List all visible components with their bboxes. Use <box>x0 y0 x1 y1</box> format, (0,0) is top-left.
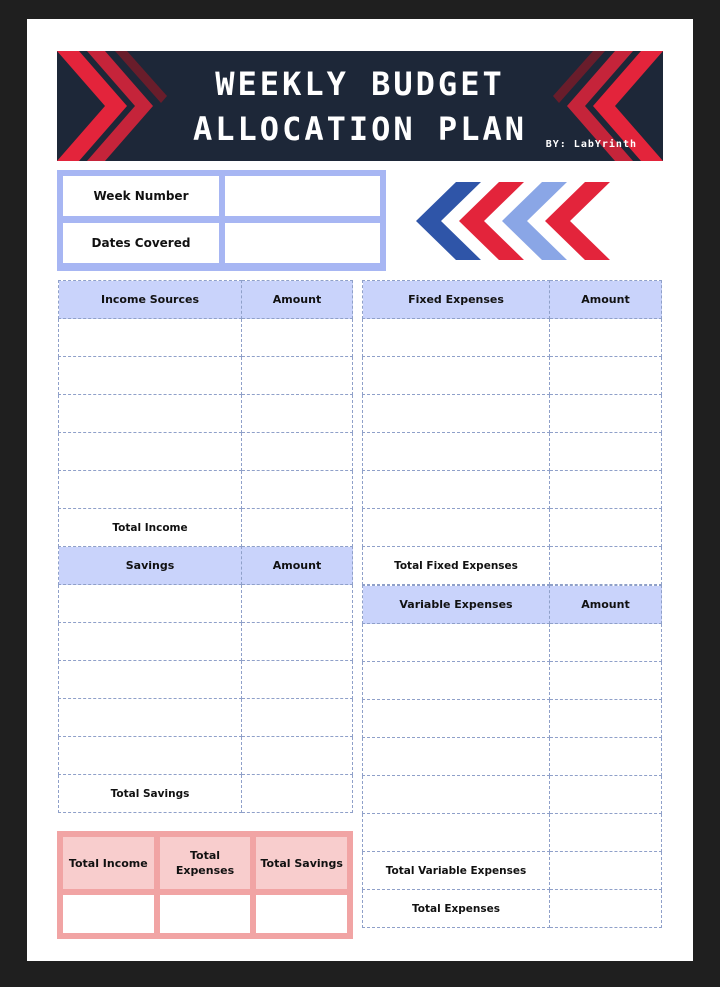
byline: BY: LabYrinth <box>545 139 637 150</box>
variable-amount-cell[interactable] <box>550 662 662 700</box>
savings-amount-cell[interactable] <box>242 585 353 623</box>
dates-covered-field[interactable] <box>225 223 380 263</box>
savings-amount-cell[interactable] <box>242 699 353 737</box>
summary-header-row <box>63 837 347 889</box>
variable-expenses-header-row <box>363 586 662 624</box>
savings-amount-cell[interactable] <box>242 737 353 775</box>
fixed-amount-cell[interactable] <box>550 357 662 395</box>
week-number-row <box>63 176 380 216</box>
table-row <box>59 395 353 433</box>
fixed-expense-cell[interactable] <box>363 357 550 395</box>
fixed-amount-cell[interactable] <box>550 471 662 509</box>
total-expenses-label: Total Expenses <box>363 890 550 928</box>
variable-expense-cell[interactable] <box>363 738 550 776</box>
total-fixed-expenses-label: Total Fixed Expenses <box>363 547 550 585</box>
variable-amount-cell[interactable] <box>550 700 662 738</box>
savings-amount-header: Amount <box>242 547 353 585</box>
table-row <box>59 699 353 737</box>
title-line-2: ALLOCATION PLAN <box>193 110 527 148</box>
savings-item-cell[interactable] <box>59 585 242 623</box>
summary-total-expenses-field[interactable] <box>160 895 251 933</box>
chevron-left-icon <box>416 182 611 260</box>
summary-total-savings-field[interactable] <box>256 895 347 933</box>
variable-expenses-header: Variable Expenses <box>363 586 550 624</box>
income-source-cell[interactable] <box>59 395 242 433</box>
income-source-cell[interactable] <box>59 433 242 471</box>
fixed-expenses-header-row <box>363 281 662 319</box>
table-row <box>59 585 353 623</box>
variable-expenses-table <box>362 585 662 928</box>
week-number-field[interactable] <box>225 176 380 216</box>
income-sources-header: Income Sources <box>59 281 242 319</box>
fixed-expense-cell[interactable] <box>363 471 550 509</box>
total-savings-amount-cell[interactable] <box>242 775 353 813</box>
fixed-amount-cell[interactable] <box>550 509 662 547</box>
total-savings-row <box>59 775 353 813</box>
total-fixed-amount-cell[interactable] <box>550 547 662 585</box>
week-number-label: Week Number <box>63 176 219 216</box>
summary-value-row <box>63 895 347 933</box>
table-row <box>363 471 662 509</box>
income-amount-cell[interactable] <box>242 319 353 357</box>
fixed-expenses-header: Fixed Expenses <box>363 281 550 319</box>
dates-covered-label: Dates Covered <box>63 223 219 263</box>
table-row <box>59 319 353 357</box>
table-row <box>59 471 353 509</box>
income-source-cell[interactable] <box>59 357 242 395</box>
total-income-amount-cell[interactable] <box>242 509 353 547</box>
summary-total-income-field[interactable] <box>63 895 154 933</box>
table-row <box>363 319 662 357</box>
fixed-expense-cell[interactable] <box>363 319 550 357</box>
income-amount-cell[interactable] <box>242 471 353 509</box>
savings-item-cell[interactable] <box>59 623 242 661</box>
table-row <box>59 661 353 699</box>
total-expenses-amount-cell[interactable] <box>550 890 662 928</box>
fixed-expenses-table <box>362 280 662 585</box>
savings-table <box>58 546 353 813</box>
table-row <box>363 509 662 547</box>
variable-amount-cell[interactable] <box>550 738 662 776</box>
total-expenses-row <box>363 890 662 928</box>
fixed-amount-cell[interactable] <box>550 319 662 357</box>
savings-header: Savings <box>59 547 242 585</box>
total-fixed-expenses-row <box>363 547 662 585</box>
table-row <box>363 624 662 662</box>
fixed-expense-cell[interactable] <box>363 433 550 471</box>
fixed-amount-cell[interactable] <box>550 433 662 471</box>
income-amount-cell[interactable] <box>242 395 353 433</box>
week-info-box <box>57 170 386 271</box>
savings-item-cell[interactable] <box>59 661 242 699</box>
table-row <box>59 737 353 775</box>
variable-amount-header: Amount <box>550 586 662 624</box>
income-table <box>58 280 353 547</box>
summary-total-income-label: Total Income <box>63 837 154 889</box>
table-row <box>59 357 353 395</box>
table-row <box>363 433 662 471</box>
variable-amount-cell[interactable] <box>550 624 662 662</box>
fixed-expense-cell[interactable] <box>363 509 550 547</box>
variable-expense-cell[interactable] <box>363 776 550 814</box>
variable-amount-cell[interactable] <box>550 776 662 814</box>
table-row <box>363 700 662 738</box>
savings-header-row <box>59 547 353 585</box>
variable-expense-cell[interactable] <box>363 700 550 738</box>
summary-totals-box <box>57 831 353 939</box>
savings-amount-cell[interactable] <box>242 661 353 699</box>
table-row <box>363 738 662 776</box>
income-header-row <box>59 281 353 319</box>
fixed-amount-cell[interactable] <box>550 395 662 433</box>
table-row <box>59 623 353 661</box>
table-row <box>363 662 662 700</box>
title-banner <box>57 51 663 161</box>
savings-item-cell[interactable] <box>59 699 242 737</box>
income-amount-cell[interactable] <box>242 357 353 395</box>
variable-expense-cell[interactable] <box>363 624 550 662</box>
variable-amount-cell[interactable] <box>550 814 662 852</box>
total-variable-expenses-label: Total Variable Expenses <box>363 852 550 890</box>
table-row <box>363 776 662 814</box>
fixed-expense-cell[interactable] <box>363 395 550 433</box>
total-variable-expenses-row <box>363 852 662 890</box>
total-income-row <box>59 509 353 547</box>
table-row <box>363 395 662 433</box>
dates-covered-row <box>63 223 380 263</box>
title-line-1: WEEKLY BUDGET <box>215 65 505 103</box>
budget-page <box>27 19 693 961</box>
total-savings-label: Total Savings <box>59 775 242 813</box>
summary-total-expenses-label: Total Expenses <box>160 837 251 889</box>
income-amount-cell[interactable] <box>242 433 353 471</box>
variable-expense-cell[interactable] <box>363 662 550 700</box>
fixed-amount-header: Amount <box>550 281 662 319</box>
table-row <box>363 814 662 852</box>
variable-expense-cell[interactable] <box>363 814 550 852</box>
savings-item-cell[interactable] <box>59 737 242 775</box>
income-source-cell[interactable] <box>59 471 242 509</box>
total-income-label: Total Income <box>59 509 242 547</box>
total-variable-amount-cell[interactable] <box>550 852 662 890</box>
table-row <box>59 433 353 471</box>
income-amount-header: Amount <box>242 281 353 319</box>
table-row <box>363 357 662 395</box>
income-source-cell[interactable] <box>59 319 242 357</box>
summary-total-savings-label: Total Savings <box>256 837 347 889</box>
savings-amount-cell[interactable] <box>242 623 353 661</box>
